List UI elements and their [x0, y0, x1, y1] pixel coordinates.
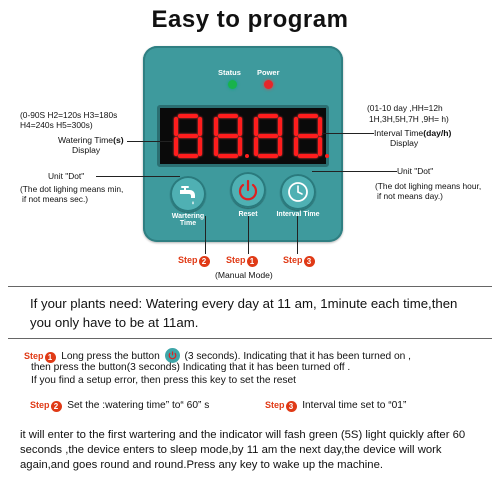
digit-segment [174, 117, 178, 136]
unit-dot [325, 154, 329, 158]
digit-segment [254, 137, 258, 156]
power-label: Power [257, 68, 280, 77]
inline-power-button-icon [165, 348, 180, 363]
instruction-step1-text-b: (3 seconds). Indicating that it has been turned on , [184, 351, 411, 362]
step2-badge: 2 [199, 256, 210, 267]
need-text: If your plants need: Watering every day at 11 am, 1minute each time,then you only have to be at 11am. [30, 296, 458, 330]
instruction-step3-text: Interval time set to “01” [302, 400, 407, 411]
digit-segment [294, 137, 298, 156]
right-dot-leader-line [312, 171, 397, 172]
digit-segment [258, 154, 278, 158]
digit-segment [278, 137, 282, 156]
instruction-step3: Step 3 Interval time set to “01” [265, 400, 407, 411]
status-led [228, 80, 237, 89]
digit-segment [278, 117, 282, 136]
step1-leader [248, 216, 249, 254]
digit-segment [238, 117, 242, 136]
instruction-step2: Step 2 Set the :watering time” to“ 60” s [30, 400, 210, 411]
clock-icon [280, 174, 316, 210]
digit-segment [178, 134, 198, 138]
instruction-step1-line2: then press the button(3 seconds) Indicating that it has been turned off . [31, 362, 351, 373]
interval-display-label: Display [390, 138, 419, 148]
step1-badge: 1 [247, 256, 258, 267]
unit-dot [245, 154, 249, 158]
display-digit [293, 114, 323, 158]
digit-segment [214, 117, 218, 136]
instruction-step1-text-a: Long press the button [61, 351, 160, 362]
step3-leader [297, 216, 298, 254]
display-digit [213, 114, 243, 158]
manual-mode-label: (Manual Mode) [215, 270, 273, 280]
digit-segment [254, 117, 258, 136]
digit-segment [218, 154, 238, 158]
instruction-step1 [24, 348, 494, 363]
interval-range-line1: (01-10 day ,HH=12h [367, 103, 443, 113]
display-digit [173, 114, 203, 158]
digit-segment [218, 134, 238, 138]
power-icon [230, 172, 266, 208]
interval-time-button[interactable] [280, 174, 316, 210]
digit-segment [258, 134, 278, 138]
diagram-step2: Step 2 [178, 255, 210, 267]
digit-segment [318, 137, 322, 156]
digit-segment [238, 137, 242, 156]
display-digit [253, 114, 283, 158]
right-unit-dot-label: Unit "Dot" [397, 166, 434, 176]
digit-segment [298, 134, 318, 138]
digit-segment [178, 114, 198, 118]
interval-time-button-label: Interval Time [276, 211, 320, 218]
reset-button-label: Reset [238, 211, 258, 218]
left-dot-leader-line [96, 176, 180, 177]
step3-badge: 3 [304, 256, 315, 267]
diagram-step3: Step 3 [283, 255, 315, 267]
status-label: Status [218, 68, 241, 77]
left-unit-dot-label: Unit "Dot" [48, 171, 85, 181]
watering-display-label: Display [72, 145, 101, 155]
instruction-step1-label: Step 1 [24, 351, 56, 361]
interval-time-label: Interval Time [374, 128, 424, 138]
digit-segment [294, 117, 298, 136]
watering-range-line2: H4=240s H5=300s) [20, 120, 93, 130]
operation-paragraph: it will enter to the first wartering and the indicator will fash green (5S) light quickly after 60 seconds ,the device enters to sleep mode,by 11 am the next day,the device will work again,and goes round and round.Press any key to wake up the machine. [20, 429, 466, 472]
instruction-step2-text: Set the :watering time” to“ 60” s [67, 400, 210, 411]
diagram-step1: Step 1 [226, 255, 258, 267]
need-divider-bottom [8, 338, 492, 339]
watering-range-line1: (0-90S H2=120s H3=180s [20, 110, 118, 120]
digit-segment [258, 114, 278, 118]
watering-leader-line [127, 141, 172, 142]
need-divider-top [8, 286, 492, 287]
reset-button[interactable] [230, 172, 266, 208]
power-led [264, 80, 273, 89]
digit-segment [198, 137, 202, 156]
digit-segment [198, 117, 202, 136]
watering-time-label: Watering Time [58, 135, 114, 145]
instruction-step1-line3: If you find a setup error, then press this key to set the reset [31, 375, 297, 386]
interval-leader-line [322, 133, 374, 134]
faucet-icon [170, 176, 206, 212]
left-dot-note-line2: if not means sec.) [22, 194, 89, 204]
watering-time-button-label: Wartering Time [171, 213, 205, 227]
digit-segment [174, 137, 178, 156]
digit-segment [298, 154, 318, 158]
interval-time-unit: (day/h) [423, 128, 452, 138]
right-dot-note-line2: if not means day.) [377, 191, 443, 201]
digit-segment [298, 114, 318, 118]
right-dot-note-line1: (The dot lighing means hour, [375, 181, 482, 191]
watering-time-unit: (s) [113, 135, 124, 145]
watering-time-button[interactable] [170, 176, 206, 212]
page-title: Easy to program [151, 6, 349, 33]
digit-segment [214, 137, 218, 156]
digit-segment [178, 154, 198, 158]
step2-leader [205, 216, 206, 254]
interval-range-line2: 1H,3H,5H,7H ,9H= h) [369, 114, 449, 124]
left-dot-note-line1: (The dot lighing means min, [20, 184, 124, 194]
digit-segment [218, 114, 238, 118]
